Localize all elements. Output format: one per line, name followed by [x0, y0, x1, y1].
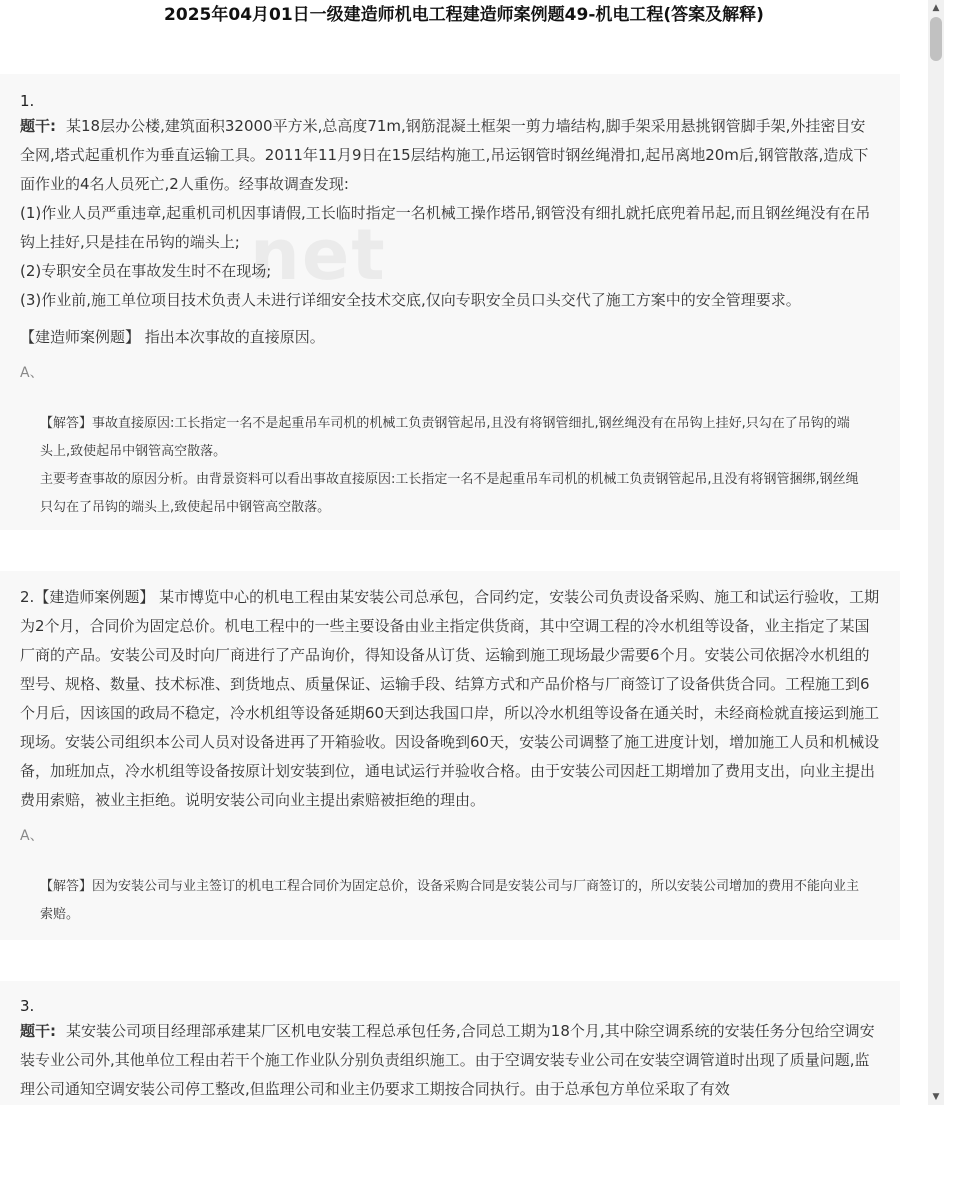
answer-explanation: [20, 410, 880, 522]
question-number: 1.: [20, 92, 35, 110]
stem-label: 题干:: [20, 1022, 56, 1040]
stem-text: 某安装公司项目经理部承建某厂区机电安装工程总承包任务,合同总工期为18个月,其中除空调系统的安装任务分包给空调安装专业公司外,其他单位工程由若干个施工作业队分别负责组织施工。由于空调安装专业公司在安装空调管道时出现了质量问题,监理公司通知空调安装公司停工整改,但监理公司和业主仍要求工期按合同执行。由于总承包方单位采取了有效: [20, 1022, 875, 1098]
question-stem: [20, 583, 880, 815]
stem-item: (1)作业人员严重违章,起重机司机因事请假,工长临时指定一名机械工操作塔吊,钢管没有细扎就托底兜着吊起,而且钢丝绳没有在吊钩上挂好,只是挂在吊钩的端头上;: [20, 204, 871, 251]
stem-text: 【建造师案例题】 某市博览中心的机电工程由某安装公司总承包，合同约定，安装公司负责设备采购、施工和试运行验收，工期为2个月，合同价为固定总价。机电工程中的一些主要设备由业主指定供货商，其中空调工程的冷水机组等设备，业主指定了某国厂商的产品。安装公司及时向厂商进行了产品询价，得知设备从订货、运输到施工现场最少需要6个月。安装公司依据冷水机组的型号、规格、数量、技术标准、到货地点、质量保证、运输手段、结算方式和产品价格与厂商签订了设备供货合同。工程施工到6个月后，因该国的政局不稳定，冷水机组等设备延期60天到达我国口岸，所以冷水机组等设备在通关时，未经商检就直接运到施工现场。安装公司组织本公司人员对设备进再了开箱验收。因设备晚到60天，安装公司调整了施工进度计划，增加施工人员和机械设备，加班加点，冷水机组等设备按原计划安装到位，通电试运行并验收合格。由于安装公司因赶工期增加了费用支出，向业主提出费用索赔，被业主拒绝。说明安装公司向业主提出索赔被拒绝的理由。: [20, 588, 880, 809]
option-a: A、: [20, 828, 44, 844]
scroll-thumb[interactable]: [930, 17, 942, 61]
question-prompt: 【建造师案例题】 指出本次事故的直接原因。: [20, 328, 325, 346]
question-number: 3.: [20, 997, 35, 1015]
question-card-3: [0, 981, 900, 1105]
stem-label: 题干:: [20, 117, 56, 135]
question-card-1: [0, 74, 900, 530]
page-title: 2025年04月01日一级建造师机电工程建造师案例题49-机电工程(答案及解释): [164, 5, 764, 25]
vertical-scrollbar[interactable]: [928, 0, 944, 1105]
stem-item: (2)专职安全员在事故发生时不在现场;: [20, 262, 272, 280]
watermark: net: [250, 214, 387, 296]
option-a: A、: [20, 365, 44, 381]
stem-text: 某18层办公楼,建筑面积32000平方米,总高度71m,钢筋混凝土框架一剪力墙结构,脚手架采用悬挑钢管脚手架,外挂密目安全网,塔式起重机作为垂直运输工具。2011年11月9日在15层结构施工,吊运钢管时钢丝绳滑扣,起吊离地20m后,钢管散落,造成下面作业的4名人员死亡,2人重伤。经事故调查发现:: [20, 117, 869, 193]
stem-item: (3)作业前,施工单位项目技术负责人未进行详细安全技术交底,仅向专职安全员口头交代了施工方案中的安全管理要求。: [20, 291, 801, 309]
answer-text: 【解答】事故直接原因:工长指定一名不是起重吊车司机的机械工负责钢管起吊,且没有将钢管细扎,钢丝绳没有在吊钩上挂好,只勾在了吊钩的端头上,致使起吊中钢管高空散落。: [40, 416, 850, 459]
answer-text: 主要考查事故的原因分析。由背景资料可以看出事故直接原因:工长指定一名不是起重吊车司机的机械工负责钢管起吊,且没有将钢管捆绑,钢丝绳只勾在了吊钩的端头上,致使起吊中钢管高空散落。: [40, 472, 859, 515]
answer-text: 【解答】因为安装公司与业主签订的机电工程合同价为固定总价，设备采购合同是安装公司与厂商签订的，所以安装公司增加的费用不能向业主索赔。: [40, 879, 860, 922]
question-card-2: [0, 571, 900, 940]
question-stem: [20, 1017, 880, 1104]
question-number: 2.: [20, 588, 35, 606]
scroll-down-icon[interactable]: ▼: [932, 1092, 940, 1102]
answer-explanation: [20, 873, 880, 929]
scroll-up-icon[interactable]: ▲: [932, 3, 940, 13]
question-stem: [20, 112, 880, 315]
